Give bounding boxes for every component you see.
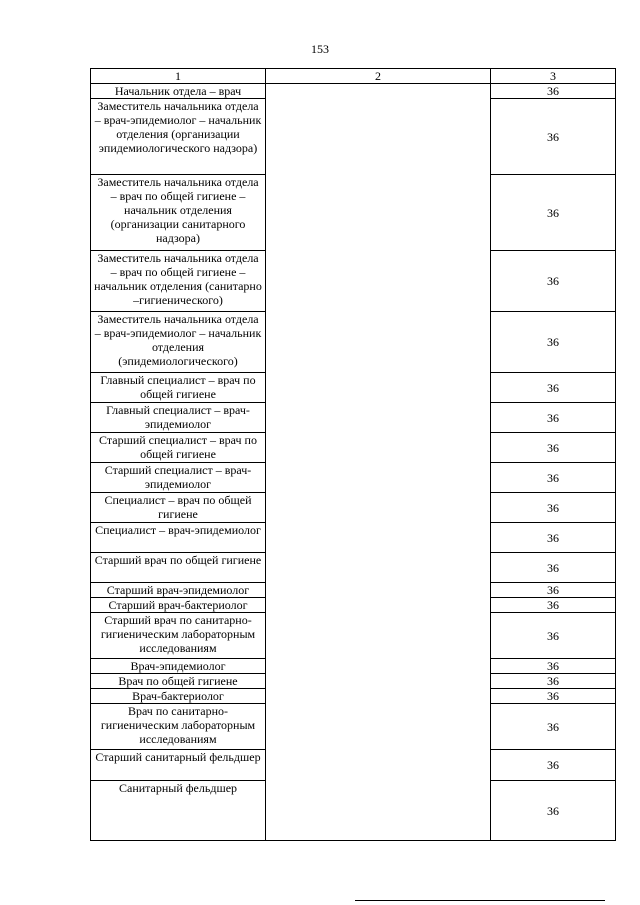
position-cell: Старший специалист – врач по общей гигиене xyxy=(91,433,266,463)
position-cell: Специалист – врач по общей гигиене xyxy=(91,493,266,523)
value-cell: 36 xyxy=(491,433,616,463)
position-cell: Заместитель начальника отдела – врач по общей гигиене – начальник отделения (организации санитарного надзора) xyxy=(91,175,266,251)
position-cell: Врач-эпидемиолог xyxy=(91,659,266,674)
value-cell: 36 xyxy=(491,175,616,251)
value-cell: 36 xyxy=(491,750,616,781)
table-body xyxy=(91,84,616,841)
position-cell: Старший специалист – врач-эпидемиолог xyxy=(91,463,266,493)
position-cell: Старший врач по санитарно-гигиеническим лабораторным исследованиям xyxy=(91,613,266,659)
position-cell: Старший врач по общей гигиене xyxy=(91,553,266,583)
value-cell: 36 xyxy=(491,613,616,659)
value-cell: 36 xyxy=(491,251,616,312)
value-cell: 36 xyxy=(491,403,616,433)
value-cell: 36 xyxy=(491,553,616,583)
column-header-2: 2 xyxy=(266,69,491,84)
position-cell: Старший врач-бактериолог xyxy=(91,598,266,613)
value-cell: 36 xyxy=(491,781,616,841)
value-cell: 36 xyxy=(491,659,616,674)
column-header-3: 3 xyxy=(491,69,616,84)
value-cell: 36 xyxy=(491,689,616,704)
table-header-row xyxy=(91,69,616,84)
position-cell: Начальник отдела – врач xyxy=(91,84,266,99)
page-number: 153 xyxy=(311,42,329,56)
position-cell: Специалист – врач-эпидемиолог xyxy=(91,523,266,553)
value-cell: 36 xyxy=(491,312,616,373)
position-cell: Врач по санитарно-гигиеническим лабораторным исследованиям xyxy=(91,704,266,750)
position-cell: Заместитель начальника отдела – врач-эпидемиолог – начальник отделения (организации эпидемиологического надзора) xyxy=(91,99,266,175)
value-cell: 36 xyxy=(491,84,616,99)
position-cell: Старший врач-эпидемиолог xyxy=(91,583,266,598)
value-cell: 36 xyxy=(491,523,616,553)
bottom-rule xyxy=(355,900,605,901)
value-cell: 36 xyxy=(491,598,616,613)
position-cell: Главный специалист – врач-эпидемиолог xyxy=(91,403,266,433)
table-row xyxy=(91,84,616,99)
column-header-1: 1 xyxy=(91,69,266,84)
value-cell: 36 xyxy=(491,583,616,598)
position-cell: Врач по общей гигиене xyxy=(91,674,266,689)
column-2-cell xyxy=(266,84,491,841)
value-cell: 36 xyxy=(491,674,616,689)
position-cell: Санитарный фельдшер xyxy=(91,781,266,841)
position-cell: Заместитель начальника отдела – врач-эпидемиолог – начальник отделения (эпидемиологического) xyxy=(91,312,266,373)
value-cell: 36 xyxy=(491,463,616,493)
position-cell: Главный специалист – врач по общей гигиене xyxy=(91,373,266,403)
value-cell: 36 xyxy=(491,704,616,750)
value-cell: 36 xyxy=(491,493,616,523)
staff-table xyxy=(90,68,616,841)
value-cell: 36 xyxy=(491,373,616,403)
position-cell: Заместитель начальника отдела – врач по общей гигиене – начальник отделения (санитарно –гигиенического) xyxy=(91,251,266,312)
value-cell: 36 xyxy=(491,99,616,175)
position-cell: Старший санитарный фельдшер xyxy=(91,750,266,781)
position-cell: Врач-бактериолог xyxy=(91,689,266,704)
